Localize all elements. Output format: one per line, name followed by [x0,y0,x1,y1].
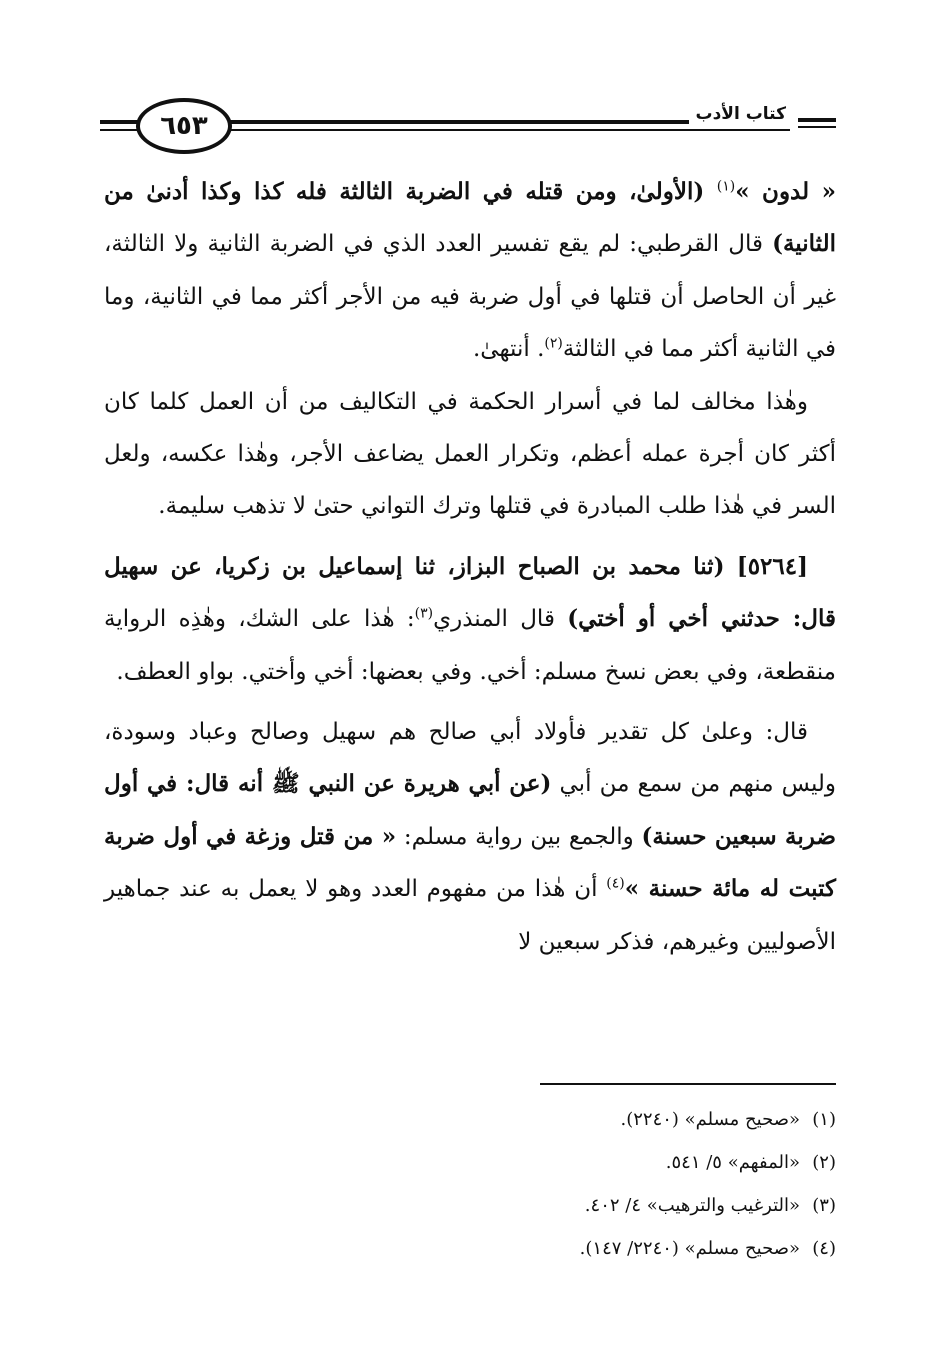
paragraph-4 [104,706,836,968]
commentary-text: قال المنذري [433,606,568,633]
page-number-badge [136,98,232,154]
paragraph-2-text: وهٰذا مخالف لما في أسرار الحكمة في التكاليف من أن العمل كلما كان أكثر كان أجرة عمله أعظم، وتكرار العمل يضاعف الأجر، وهٰذا عكسه، ولعل السر في هٰذا طلب المبادرة في قتلها وترك التواني حتىٰ لا تذهب سليمة. [104,388,836,520]
commentary-text: والجمع بين رواية مسلم: [396,823,642,850]
footnote-text: «المفهم» ٥/ ٥٤١. [665,1152,800,1173]
commentary-end: . أنتهىٰ. [472,336,545,363]
title-dash-thin [798,126,836,128]
isnad-text: [٥٢٦٤] (ثنا محمد بن الصباح البزاز، ثنا إسماعيل بن زكريا، عن سهيل قال: حدثني أخي أو أختي) [104,552,837,633]
footnote-text: «صحيح مسلم» (٢٢٤٠/ ١٤٧). [579,1238,800,1259]
footnote [104,1184,836,1227]
footnote-number: (٣) [812,1195,836,1216]
footnote [104,1141,836,1184]
footnote [104,1227,836,1270]
running-title: كتاب الأدب [689,104,792,124]
paragraph-3 [104,541,836,698]
main-text [104,166,836,968]
paragraph-1 [104,166,836,376]
commentary-text: قال: وعلىٰ كل تقدير فأولاد أبي صالح هم سهيل وصالح وعباد وسودة، وليس منهم من سمع من أبي [104,719,836,798]
footnote-number: (١) [812,1109,836,1130]
quote-fragment: « لدون » [735,178,836,205]
footnotes [104,1098,836,1270]
page-number: ٦٥٣ [160,111,208,141]
paragraph-2 [104,376,836,533]
page-header [100,96,836,156]
hadith-text: (عن أبي هريرة عن النبي ﷺ أنه قال: في أول ضربة سبعين حسنة) [104,770,837,850]
footnote-text: «صحيح مسلم» (٢٢٤٠). [620,1109,800,1130]
quoted-hadith: « من قتل وزغة في أول ضربة كتبت له مائة حسنة » [104,822,836,903]
footnote-number: (٢) [812,1152,836,1173]
footnote-separator [540,1083,836,1085]
footnote [104,1098,836,1141]
title-dash-thick [798,118,836,122]
commentary-text: : هٰذا على الشك، وهٰذِه الرواية منقطعة، وفي بعض نسخ مسلم: أخي. وفي بعضها: أخي وأختي. بواو العطف. [104,606,836,685]
hadith-text: (الأولىٰ، ومن قتله في الضربة الثالثة فله كذا وكذا أدنىٰ من الثانية) [104,178,836,258]
footnote-text: «الترغيب والترهيب» ٤/ ٤٠٢. [584,1195,800,1216]
footnote-ref-1: (١) [716,178,736,195]
footnote-ref-2: (٢) [544,335,563,352]
footnote-ref-4: (٤) [606,875,625,892]
commentary-text: قال القرطبي: لم يقع تفسير العدد الذي في الضربة الثانية ولا الثالثة، غير أن الحاصل أن قتلها في أول ضربة فيه من الأجر أكثر مما في الثانية، وما في الثانية أكثر مما في الثالثة [104,231,836,363]
footnote-ref-3: (٣) [414,605,434,622]
footnote-number: (٤) [812,1238,836,1259]
commentary-text: أن هٰذا من مفهوم العدد وهو لا يعمل به عند جماهير الأصوليين وغيرهم، فذكر سبعين لا [104,876,836,955]
